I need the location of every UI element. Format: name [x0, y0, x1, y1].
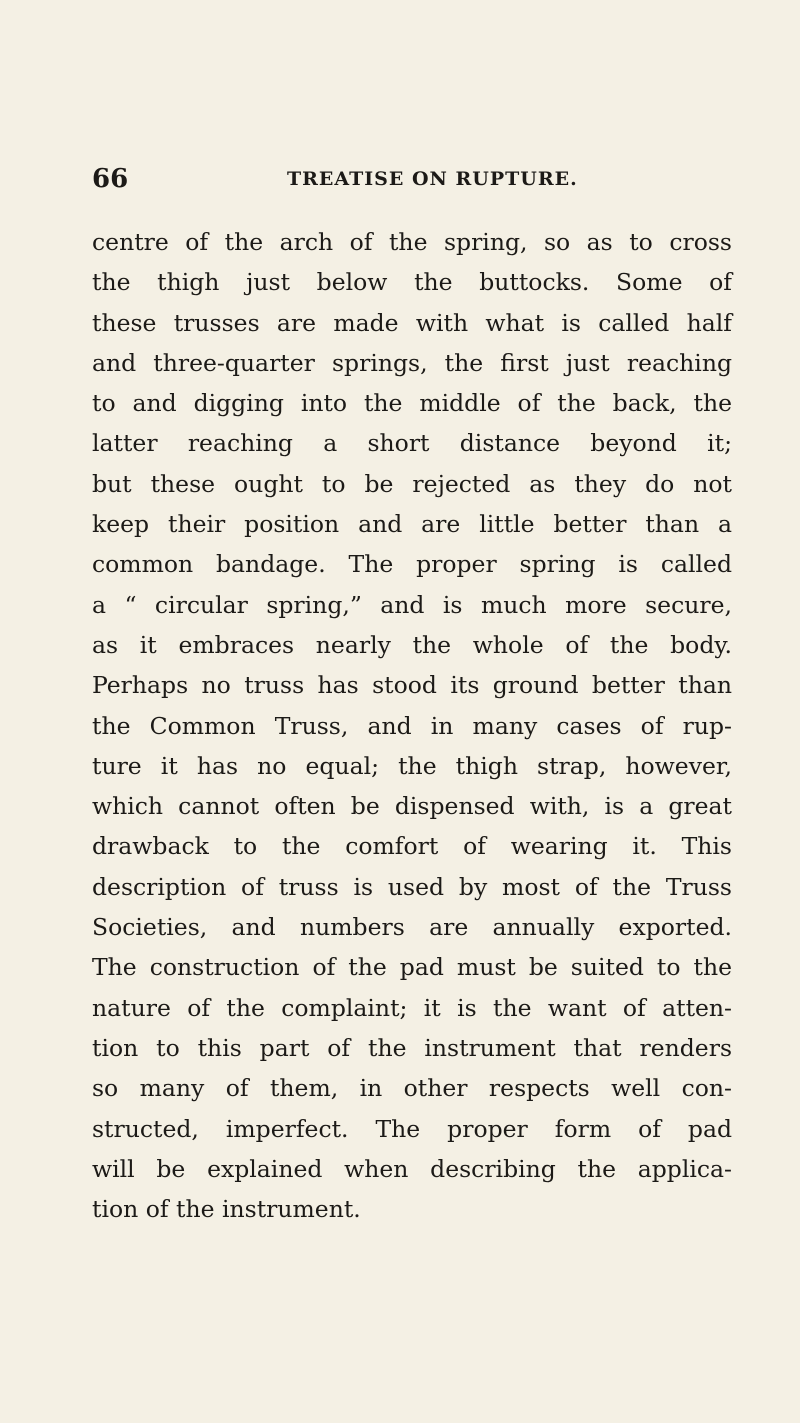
text-line: the thigh just below the buttocks. Some of — [92, 268, 732, 297]
text-line: centre of the arch of the spring, so as to cross — [92, 228, 732, 256]
body-text — [92, 222, 732, 1229]
text-line: tion to this part of the instrument that renders — [92, 1033, 732, 1062]
text-line: the Common Truss, and in many cases of rup- — [92, 711, 732, 740]
text-line: latter reaching a short distance beyond it; — [92, 429, 732, 458]
text-line: which cannot often be dispensed with, is a great — [92, 792, 732, 821]
page-number: 66 — [92, 164, 129, 194]
text-line: so many of them, in other respects well con- — [92, 1074, 732, 1103]
text-line: these trusses are made with what is called half — [92, 308, 732, 337]
text-line: common bandage. The proper spring is called — [92, 550, 732, 579]
text-line: description of truss is used by most of the Truss — [92, 872, 732, 901]
text-line: The construction of the pad must be suited to the — [92, 953, 732, 982]
text-line: structed, imperfect. The proper form of pad — [92, 1114, 732, 1143]
running-head — [92, 164, 732, 200]
text-line: keep their position and are little better than a — [92, 510, 732, 539]
text-line: Perhaps no truss has stood its ground better than — [92, 671, 732, 700]
text-line: as it embraces nearly the whole of the body. — [92, 630, 732, 659]
text-line: drawback to the comfort of wearing it. This — [92, 832, 732, 861]
text-line: a “ circular spring,” and is much more secure, — [92, 590, 732, 619]
text-line: nature of the complaint; it is the want of atten- — [92, 993, 732, 1022]
running-title: TREATISE ON RUPTURE. — [287, 168, 578, 190]
text-line: and three-quarter springs, the first just reaching — [92, 348, 732, 377]
text-line: will be explained when describing the applica- — [92, 1154, 732, 1183]
text-line: to and digging into the middle of the back, the — [92, 389, 732, 418]
text-line: Societies, and numbers are annually exported. — [92, 913, 732, 942]
text-line: but these ought to be rejected as they do not — [92, 469, 732, 498]
text-line: tion of the instrument. — [92, 1195, 361, 1224]
text-line: ture it has no equal; the thigh strap, however, — [92, 751, 732, 780]
